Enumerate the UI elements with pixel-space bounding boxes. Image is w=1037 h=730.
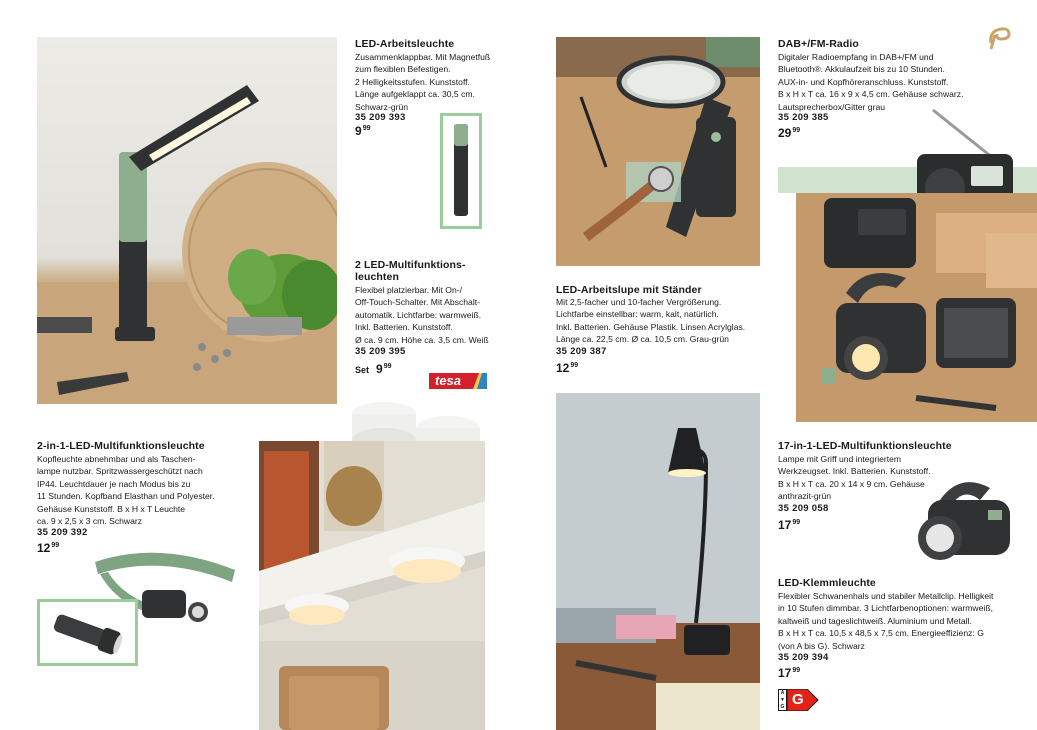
description-line: 11 Stunden. Kopfband Elasthan und Polyester.: [37, 491, 215, 502]
workshop-photo: [796, 193, 1037, 422]
multi-lights-article-number: 35 209 395: [355, 346, 406, 357]
headlamp-description: [37, 453, 247, 527]
description-line: B x H x T ca. 10,5 x 48,5 x 7,5 cm. Energieeffizienz: G: [778, 628, 984, 639]
description-line: ca. 9 x 2,5 x 3 cm. Schwarz: [37, 516, 143, 527]
headlamp-article-number: 35 209 392: [37, 527, 88, 538]
description-line: automatik. Lichtfarbe: warmweiß.: [355, 309, 482, 320]
description-line: IP44. Leuchtdauer je nach Modus bis zu: [37, 478, 191, 489]
energy-scale: [778, 689, 787, 711]
magnifier-description: [556, 296, 766, 346]
clamp-price: [778, 666, 800, 680]
description-line: Werkzeugset. Inkl. Batterien. Kunststoff.: [778, 466, 931, 477]
description-line: 2 Helligkeitsstufen. Kunststoff.: [355, 76, 470, 87]
magnifier-photo: [556, 37, 760, 266]
price-main: 12: [556, 361, 570, 375]
set-label: Set: [355, 365, 370, 375]
workshop-illustration: [796, 193, 1037, 422]
work-light-title: LED-Arbeitsleuchte: [355, 38, 455, 50]
description-line: in 10 Stufen dimmbar. 3 Lichtfarbenoptionen: warmweiß,: [778, 603, 993, 614]
seventeen-product-image: [910, 470, 1015, 570]
description-line: Länge aufgeklappt ca. 30,5 cm.: [355, 89, 475, 100]
description-line: Ø ca. 9 cm. Höhe ca. 3,5 cm. Weiß: [355, 334, 489, 345]
tchibo-logo-icon: [985, 25, 1013, 51]
work-light-photo: [37, 37, 337, 404]
price-cents: 99: [51, 542, 60, 549]
kitchen-shelf-photo: [259, 441, 485, 730]
price-main: 17: [778, 666, 792, 680]
description-line: Kopfleuchte abnehmbar und als Taschen-: [37, 454, 196, 464]
price-main: 17: [778, 518, 792, 532]
description-line: lampe nutzbar. Spritzwassergeschützt nach: [37, 466, 203, 477]
kitchen-shelf-illustration: [259, 441, 485, 730]
description-line: Mit 2,5-facher und 10-facher Vergrößerung.: [556, 297, 722, 307]
work-light-article-number: 35 209 393: [355, 112, 406, 123]
description-line: Inkl. Batterien. Kunststoff.: [355, 322, 453, 333]
description-line: Gehäuse Kunststoff. B x H x T Leuchte: [37, 503, 186, 514]
tesa-stripe-icon: [473, 373, 487, 389]
multi-lights-title: [355, 259, 466, 283]
work-light-illustration: [37, 37, 337, 404]
tesa-logo-text: tesa: [435, 373, 462, 388]
energy-scale-bottom: G: [780, 704, 785, 710]
energy-class-letter: G: [792, 691, 804, 708]
seventeen-title: 17-in-1-LED-Multifunktionsleuchte: [778, 440, 952, 452]
description-line: Länge ca. 22,5 cm. Ø ca. 10,5 cm. Grau-grün: [556, 334, 729, 345]
multi-lights-description: [355, 284, 515, 346]
description-line: anthrazit-grün: [778, 491, 832, 502]
clamp-description: [778, 590, 1028, 652]
description-line: Zusammenklappbar. Mit Magnetfuß: [355, 52, 491, 62]
radio-price: [778, 126, 800, 140]
description-line: B x H x T ca. 16 x 9 x 4,5 cm. Gehäuse schwarz.: [778, 89, 964, 100]
price-cents: 99: [570, 362, 579, 369]
flashlight-icon: [40, 602, 135, 663]
headlamp-title: 2-in-1-LED-Multifunktionsleuchte: [37, 440, 205, 452]
radio-title: DAB+/FM-Radio: [778, 38, 859, 50]
radio-description: [778, 51, 1008, 113]
work-light-price: [355, 124, 370, 138]
seventeen-price: [778, 518, 800, 532]
magnifier-article-number: 35 209 387: [556, 346, 607, 357]
price-cents: 99: [362, 125, 371, 132]
energy-scale-arrow-icon: ▼: [780, 697, 785, 703]
description-line: Flexibler Schwanenhals und stabiler Metallclip. Helligkeit: [778, 591, 994, 601]
clamp-lamp-illustration: [556, 393, 760, 730]
clamp-lamp-photo: [556, 393, 760, 730]
energy-label: [778, 689, 820, 711]
description-line: Inkl. Batterien. Gehäuse Plastik. Linsen Acrylglas.: [556, 321, 746, 332]
description-line: B x H x T ca. 20 x 14 x 9 cm. Gehäuse: [778, 478, 925, 489]
title-line: leuchten: [355, 271, 399, 283]
radio-article-number: 35 209 385: [778, 112, 829, 123]
work-light-inset-frame: [440, 113, 482, 229]
price-cents: 99: [383, 363, 392, 370]
description-line: Schwarz-grün: [355, 101, 409, 112]
description-line: Off-Touch-Schalter. Mit Abschalt-: [355, 297, 480, 308]
work-light-description: [355, 51, 515, 113]
magnifier-title: LED-Arbeitslupe mit Ständer: [556, 284, 702, 296]
description-line: Flexibel platzierbar. Mit On-/: [355, 285, 462, 295]
description-line: AUX-in- und Kopfhöreranschluss. Kunststoff.: [778, 76, 949, 87]
flashlight-inset-frame: [37, 599, 138, 666]
headlamp-price: [37, 541, 59, 555]
magnifier-illustration: [556, 37, 760, 266]
description-line: Bluetooth®. Akkulaufzeit bis zu 10 Stunden.: [778, 64, 945, 75]
seventeen-article-number: 35 209 058: [778, 503, 829, 514]
description-line: Lampe mit Griff und integriertem: [778, 454, 902, 464]
description-line: kaltweiß und tageslichtweiß. Aluminium und Metall.: [778, 615, 972, 626]
description-line: zum flexiblen Befestigen.: [355, 64, 451, 75]
folded-lamp-icon: [443, 116, 479, 226]
description-line: Digitaler Radioempfang in DAB+/FM und: [778, 52, 934, 62]
price-main: 9: [376, 362, 383, 376]
price-cents: 99: [792, 667, 801, 674]
energy-scale-top: A: [780, 690, 785, 696]
price-main: 9: [355, 124, 362, 138]
clamp-title: LED-Klemmleuchte: [778, 577, 876, 589]
clamp-article-number: 35 209 394: [778, 652, 829, 663]
description-line: Lautsprecherbox/Gitter grau: [778, 101, 886, 112]
magnifier-price: [556, 361, 578, 375]
price-cents: 99: [792, 127, 801, 134]
price-cents: 99: [792, 519, 801, 526]
price-main: 29: [778, 126, 792, 140]
description-line: Lichtfarbe einstellbar: warm, kalt, natürlich.: [556, 309, 719, 320]
tesa-logo: [429, 373, 487, 389]
title-line: 2 LED-Multifunktions-: [355, 259, 466, 271]
price-main: 12: [37, 541, 51, 555]
multi-lights-price: [355, 362, 392, 376]
description-line: (von A bis G). Schwarz: [778, 640, 865, 651]
